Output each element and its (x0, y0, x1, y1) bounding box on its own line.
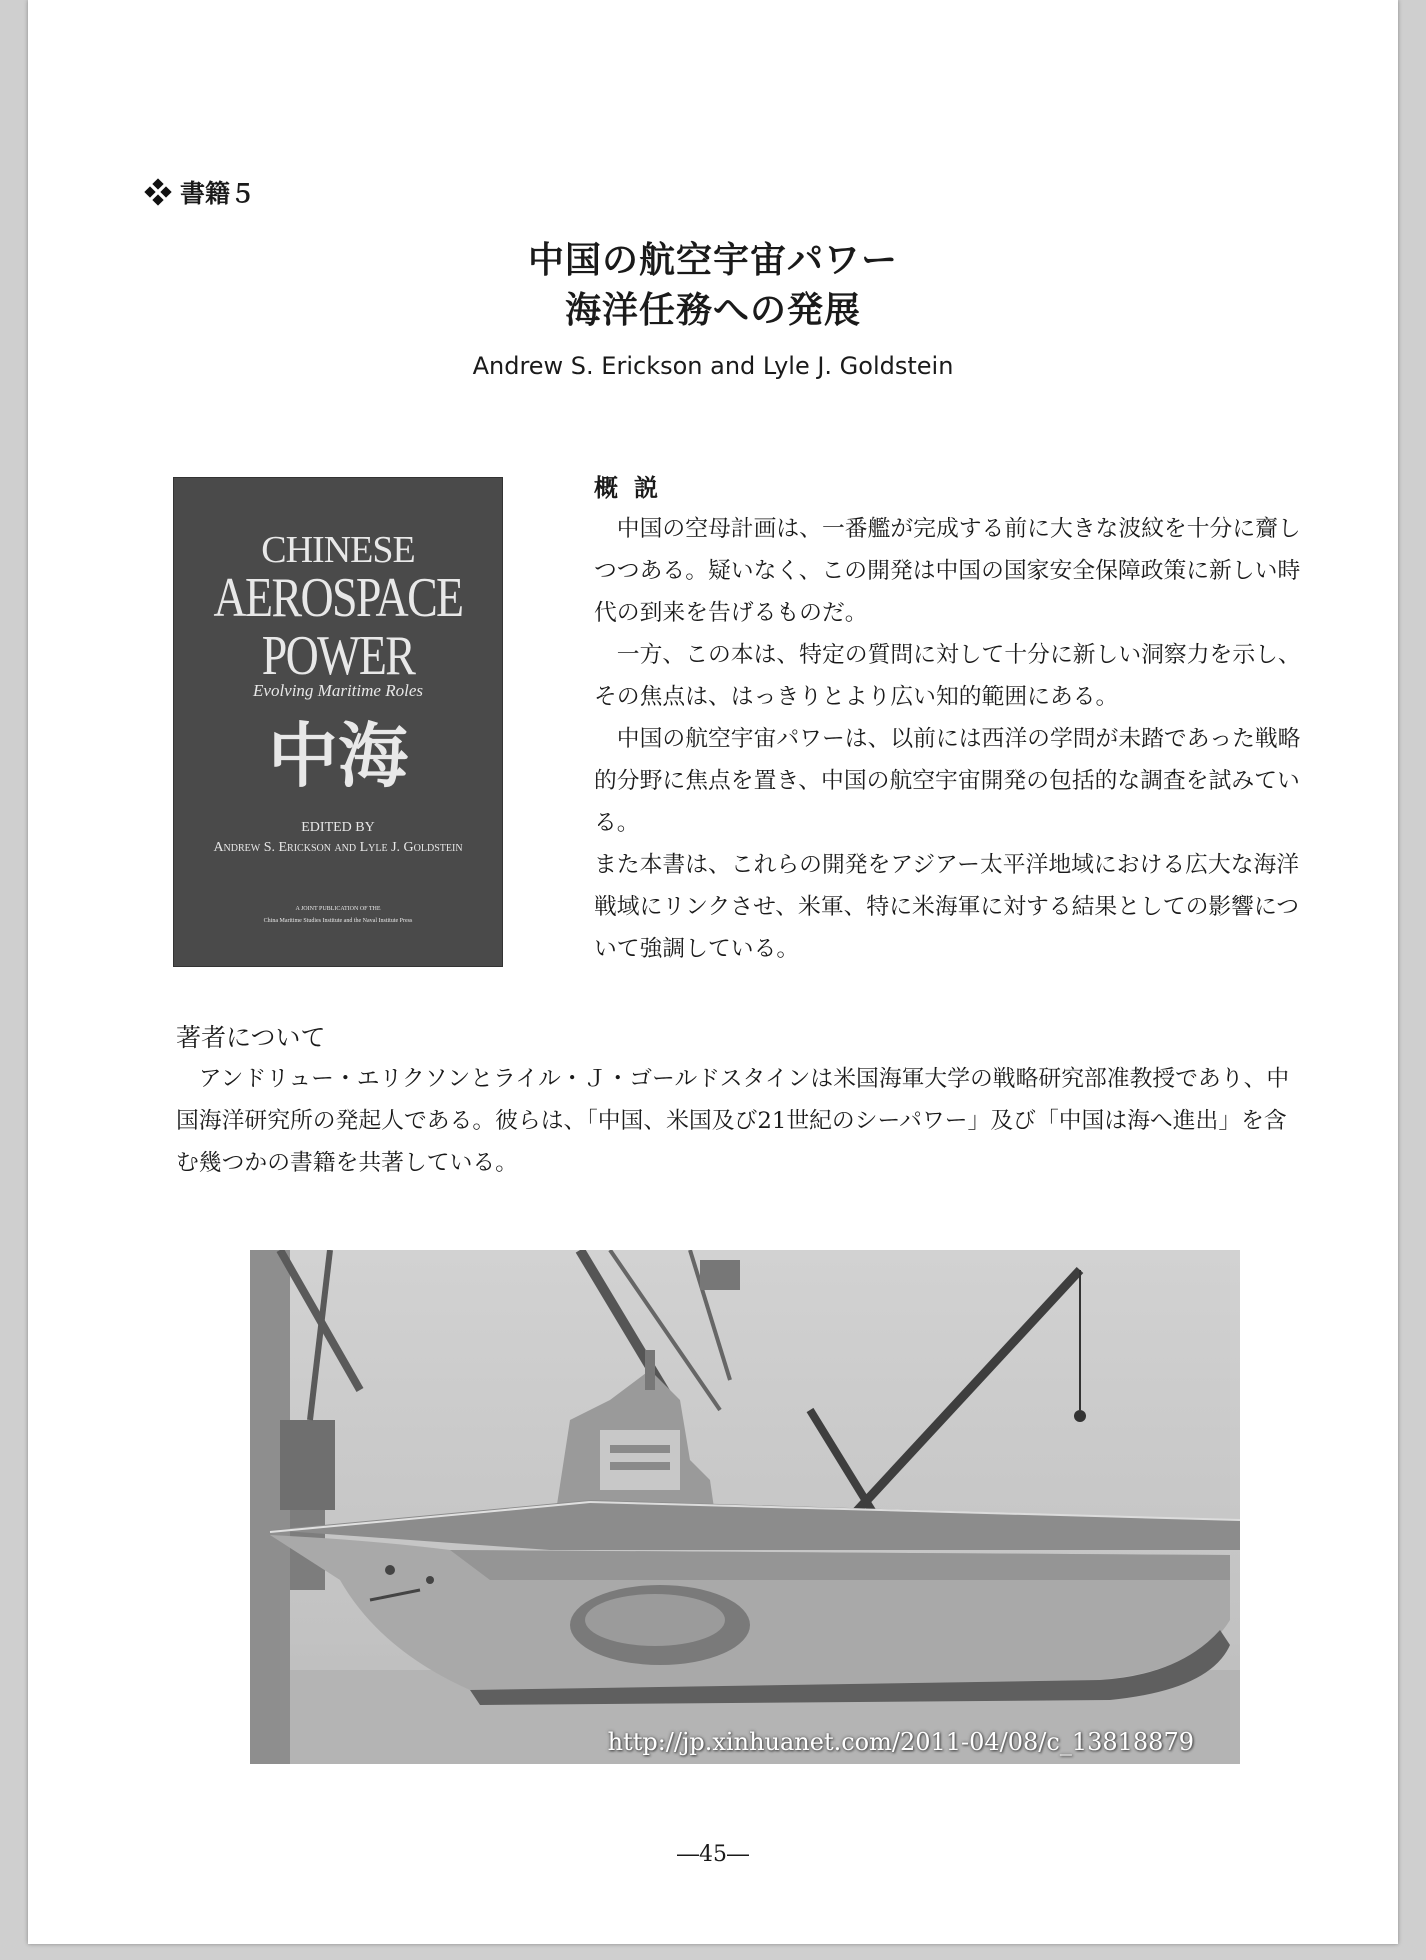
photo-url-caption: http://jp.xinhuanet.com/2011-04/08/c_13818879 (607, 1728, 1194, 1756)
cover-publisher-line2: China Maritime Studies Institute and the Naval Institute Press (263, 918, 413, 924)
book-authors: Andrew S. Erickson and Lyle J. Goldstein (472, 352, 954, 380)
cover-title-line2: AEROSPACE (213, 567, 463, 629)
book-cover-image (173, 477, 503, 967)
diamond-bullet-icon (146, 180, 170, 204)
overview-body (594, 508, 1308, 970)
cover-chinese-characters: 中海 (268, 715, 408, 797)
aircraft-carrier-photo (250, 1250, 1240, 1764)
overview-paragraph: 中国の航空宇宙パワーは、以前には西洋の学問が未踏であった戦略的分野に焦点を置き、中国の航空宇宙開発の包括的な調査を試みている。 (594, 726, 1301, 836)
cover-title-line3: POWER (261, 625, 415, 687)
book-title-line2: 海洋任務への発展 (564, 289, 861, 331)
section-label (146, 174, 255, 210)
overview-heading: 概説 (594, 473, 674, 502)
cover-title-line1: CHINESE (261, 529, 415, 571)
page-number: ―45― (677, 1842, 749, 1867)
overview-paragraph: 中国の空母計画は、一番艦が完成する前に大きな波紋を十分に齎しつつある。疑いなく、この開発は中国の国家安全保障政策に新しい時代の到来を告げるものだ。 (594, 516, 1301, 626)
section-label-text: 書籍５ (180, 179, 256, 208)
cover-editors: Andrew S. Erickson and Lyle J. Goldstein (213, 840, 463, 855)
overview-paragraph: また本書は、これらの開発をアジアー太平洋地域における広大な海洋戦域にリンクさせ、米軍、特に米海軍に対する結果としての影響について強調している。 (594, 852, 1300, 962)
about-authors-heading: 著者について (176, 1023, 326, 1052)
about-paragraph: アンドリュー・エリクソンとライル・Ｊ・ゴールドスタインは米国海軍大学の戦略研究部准教授であり、中国海洋研究所の発起人である。彼らは、「中国、米国及び21世紀のシーパワー」及び「中国は海へ進出」を含む幾つかの書籍を共著している。 (176, 1066, 1290, 1176)
document-page (28, 0, 1398, 1944)
aircraft-carrier-illustration (250, 1250, 1240, 1764)
cover-subtitle: Evolving Maritime Roles (253, 681, 423, 700)
cover-publisher-line1: A JOINT PUBLICATION OF THE (295, 906, 381, 912)
cover-edited-by: EDITED BY (301, 820, 375, 835)
book-title-line1: 中国の航空宇宙パワー (527, 239, 898, 281)
about-authors-body (176, 1058, 1306, 1184)
overview-paragraph: 一方、この本は、特定の質問に対して十分に新しい洞察力を示し、その焦点は、はっきりとより広い知的範囲にある。 (594, 642, 1301, 710)
